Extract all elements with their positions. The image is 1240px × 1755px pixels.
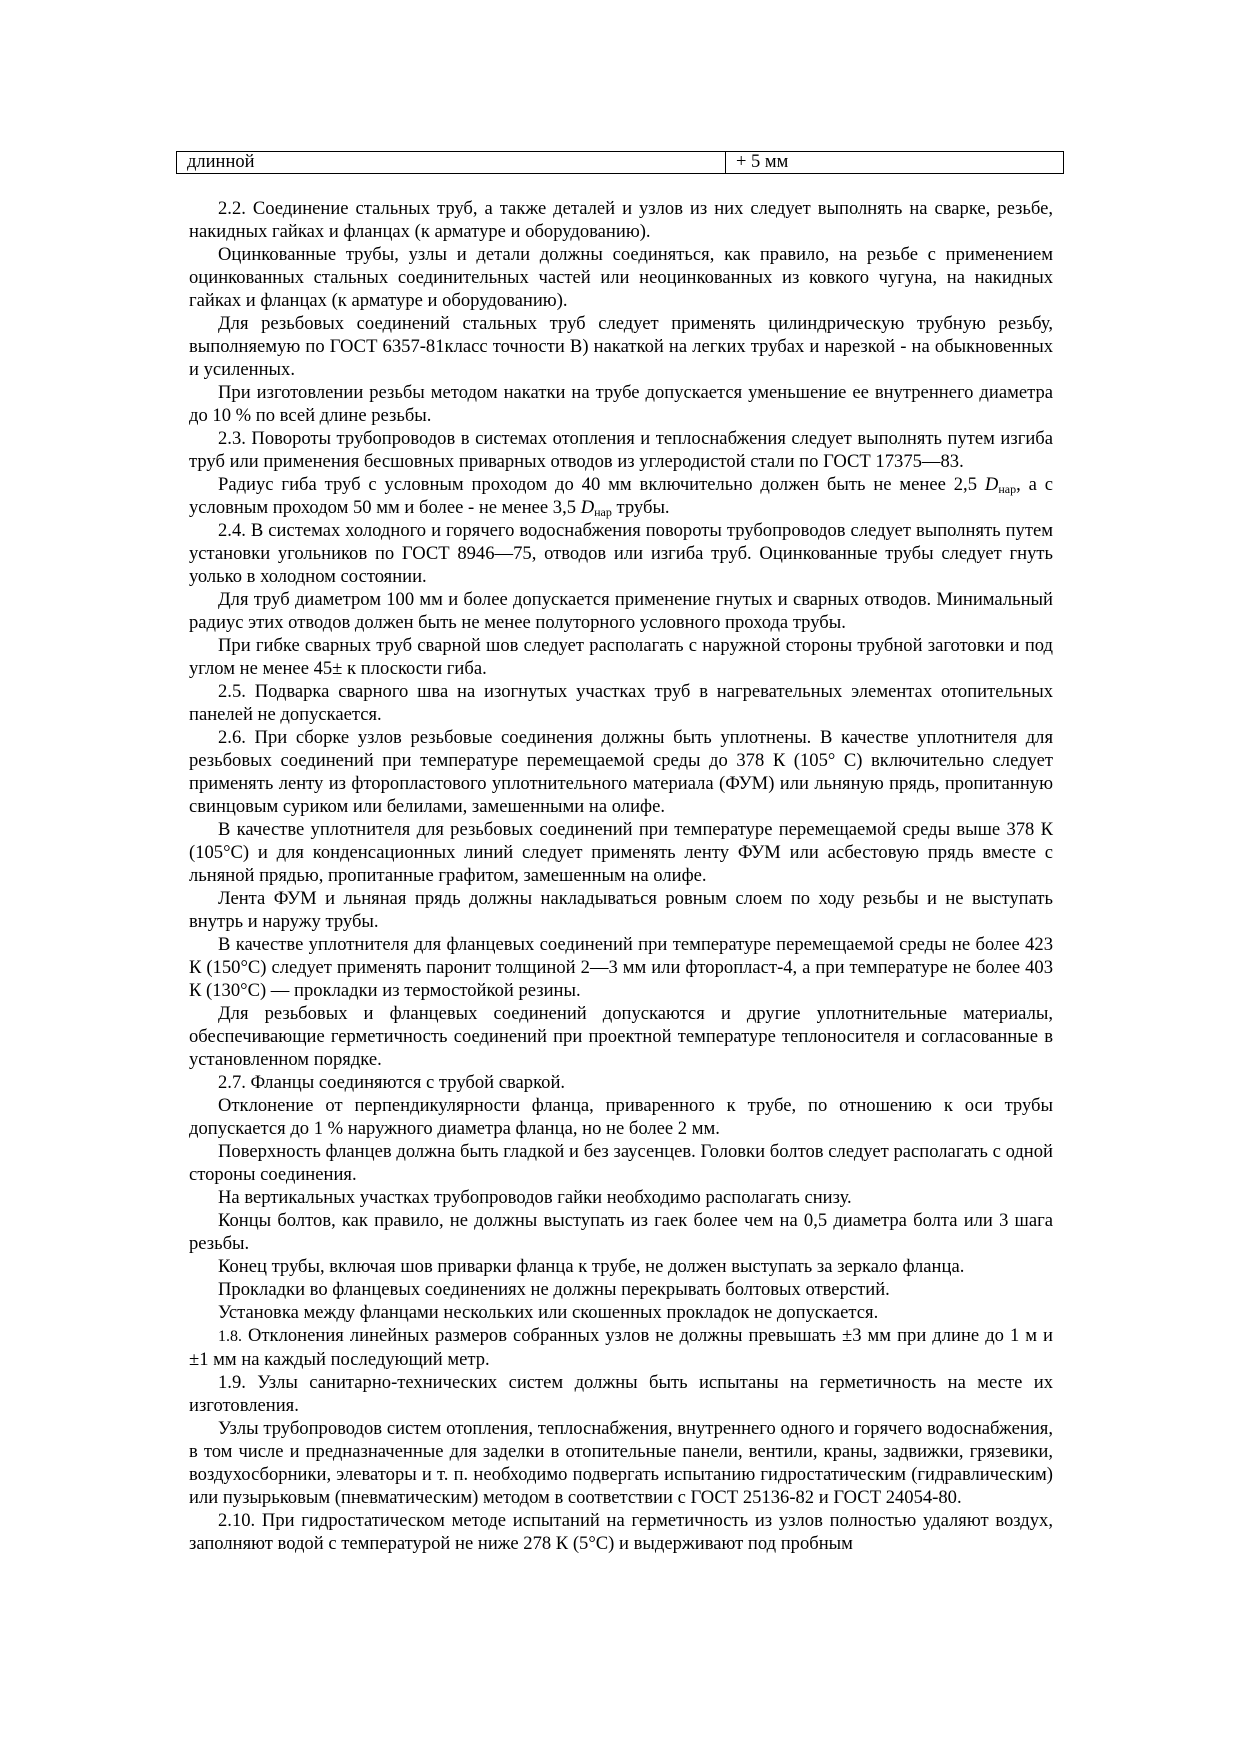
paragraph: Концы болтов, как правило, не должны выступать из гаек более чем на 0,5 диаметра болта или 3 шага резьбы.: [189, 1210, 1053, 1254]
paragraph: При изготовлении резьбы методом накатки на трубе допускается уменьшение ее внутреннего диаметра до 10 % по всей длине резьбы.: [189, 382, 1053, 426]
paragraph: На вертикальных участках трубопроводов гайки необходимо располагать снизу.: [218, 1187, 852, 1208]
subscript: нар: [594, 505, 612, 519]
subscript: нар: [998, 482, 1017, 496]
paragraph: Для резьбовых и фланцевых соединений допускаются и другие уплотнительные материалы, обеспечивающие герметичность соединений при проектной температуре теплоносителя и согласованные в установленном порядке.: [189, 1003, 1053, 1070]
dimensions-table: [176, 151, 1064, 174]
paragraph: Прокладки во фланцевых соединениях не должны перекрывать болтовых отверстий.: [218, 1279, 890, 1300]
paragraph: При гибке сварных труб сварной шов следует располагать с наружной стороны трубной заготовки и под углом не менее 45± к плоскости гиба.: [189, 635, 1053, 679]
paragraph: Узлы трубопроводов систем отопления, теплоснабжения, внутреннего одного и горячего водоснабжения, в том числе и предназначенные для заделки в отопительные панели, вентили, краны, задвижки, грязевики, воздухосборники, элеваторы и т. п. необходимо подвергать испытанию гидростатическим (гидравлическим) или пузырьковым (пневматическим) методом в соответствии с ГОСТ 25136-82 и ГОСТ 24054-80.: [189, 1418, 1053, 1508]
paragraph: [189, 1324, 1053, 1371]
paragraph: Установка между фланцами нескольких или скошенных прокладок не допускается.: [218, 1302, 879, 1323]
section-number: 1.8.: [218, 1328, 242, 1345]
table-row: [177, 152, 1064, 174]
text-run: Радиус гиба труб с условным проходом до 40 мм включительно должен быть не менее 2,5: [218, 474, 985, 495]
paragraph: 2.5. Подварка сварного шва на изогнутых участках труб в нагревательных элементах отопительных панелей не допускается.: [189, 681, 1053, 725]
variable-d: D: [984, 474, 999, 495]
paragraph: Для резьбовых соединений стальных труб следует применять цилиндрическую трубную резьбу, выполняемую по ГОСТ 6357-81класс точности В) накаткой на легких трубах и нарезкой - на обыкновенных и усиленных.: [189, 313, 1053, 380]
text-run: Отклонения линейных размеров собранных узлов не должны превышать ±3 мм при длине до 1 м и ±1 мм на каждый последующий метр.: [189, 1325, 1053, 1370]
table-cell: длинной: [177, 152, 726, 174]
paragraph: Конец трубы, включая шов приварки фланца к трубе, не должен выступать за зеркало фланца.: [218, 1256, 965, 1277]
paragraph: 2.4. В системах холодного и горячего водоснабжения повороты трубопроводов следует выполнять путем установки угольников по ГОСТ 8946—75, отводов или изгиба труб. Оцинкованные трубы следует гнуть уолько в холодном состоянии.: [189, 520, 1053, 587]
paragraph: 2.6. При сборке узлов резьбовые соединения должны быть уплотнены. В качестве уплотнителя для резьбовых соединений при температуре перемещаемой среды до 378 К (105° С) включительно следует применять ленту из фторопластового уплотнительного материала (ФУМ) или льняную прядь, пропитанную свинцовым суриком или белилами, замешенными на олифе.: [189, 727, 1053, 817]
table-cell: + 5 мм: [726, 152, 1064, 174]
paragraph: В качестве уплотнителя для резьбовых соединений при температуре перемещаемой среды выше 378 К (105°С) и для конденсационных линий следует применять ленту ФУМ или асбестовую прядь вместе с льняной прядью, пропитанные графитом, замешенным на олифе.: [189, 819, 1053, 886]
paragraph: [189, 473, 1053, 519]
paragraph: 2.2. Соединение стальных труб, а также деталей и узлов из них следует выполнять на сварке, резьбе, накидных гайках и фланцах (к арматуре и оборудованию).: [189, 198, 1053, 242]
document-body: [189, 197, 1053, 1555]
paragraph: Лента ФУМ и льняная прядь должны накладываться ровным слоем по ходу резьбы и не выступать внутрь и наружу трубы.: [189, 888, 1053, 932]
paragraph: 1.9. Узлы санитарно-технических систем должны быть испытаны на герметичность на месте их изготовления.: [189, 1372, 1053, 1416]
text-run: трубы.: [611, 497, 670, 518]
paragraph: 2.10. При гидростатическом методе испытаний на герметичность из узлов полностью удаляют воздух, заполняют водой с температурой не ниже 278 К (5°С) и выдерживают под пробным: [189, 1510, 1053, 1554]
text-run: , а с условным проходом 50 мм и более - не менее 3,5: [189, 474, 1053, 518]
paragraph: 2.3. Повороты трубопроводов в системах отопления и теплоснабжения следует выполнять путем изгиба труб или применения бесшовных приварных отводов из углеродистой стали по ГОСТ 17375—83.: [189, 428, 1053, 472]
variable-d: D: [580, 497, 595, 518]
paragraph: 2.7. Фланцы соединяются с трубой сваркой.: [218, 1072, 566, 1093]
paragraph: Для труб диаметром 100 мм и более допускается применение гнутых и сварных отводов. Минимальный радиус этих отводов должен быть не менее полуторного условного прохода трубы.: [189, 589, 1053, 633]
paragraph: Оцинкованные трубы, узлы и детали должны соединяться, как правило, на резьбе с применением оцинкованных стальных соединительных частей или неоцинкованных из ковкого чугуна, на накидных гайках и фланцах (к арматуре и оборудованию).: [189, 244, 1053, 311]
paragraph: В качестве уплотнителя для фланцевых соединений при температуре перемещаемой среды не более 423 К (150°С) следует применять паронит толщиной 2—3 мм или фторопласт-4, а при температуре не более 403 К (130°С) — прокладки из термостойкой резины.: [189, 934, 1053, 1001]
paragraph: Отклонение от перпендикулярности фланца, приваренного к трубе, по отношению к оси трубы допускается до 1 % наружного диаметра фланца, но не более 2 мм.: [189, 1095, 1053, 1139]
paragraph: Поверхность фланцев должна быть гладкой и без заусенцев. Головки болтов следует располагать с одной стороны соединения.: [189, 1141, 1053, 1185]
